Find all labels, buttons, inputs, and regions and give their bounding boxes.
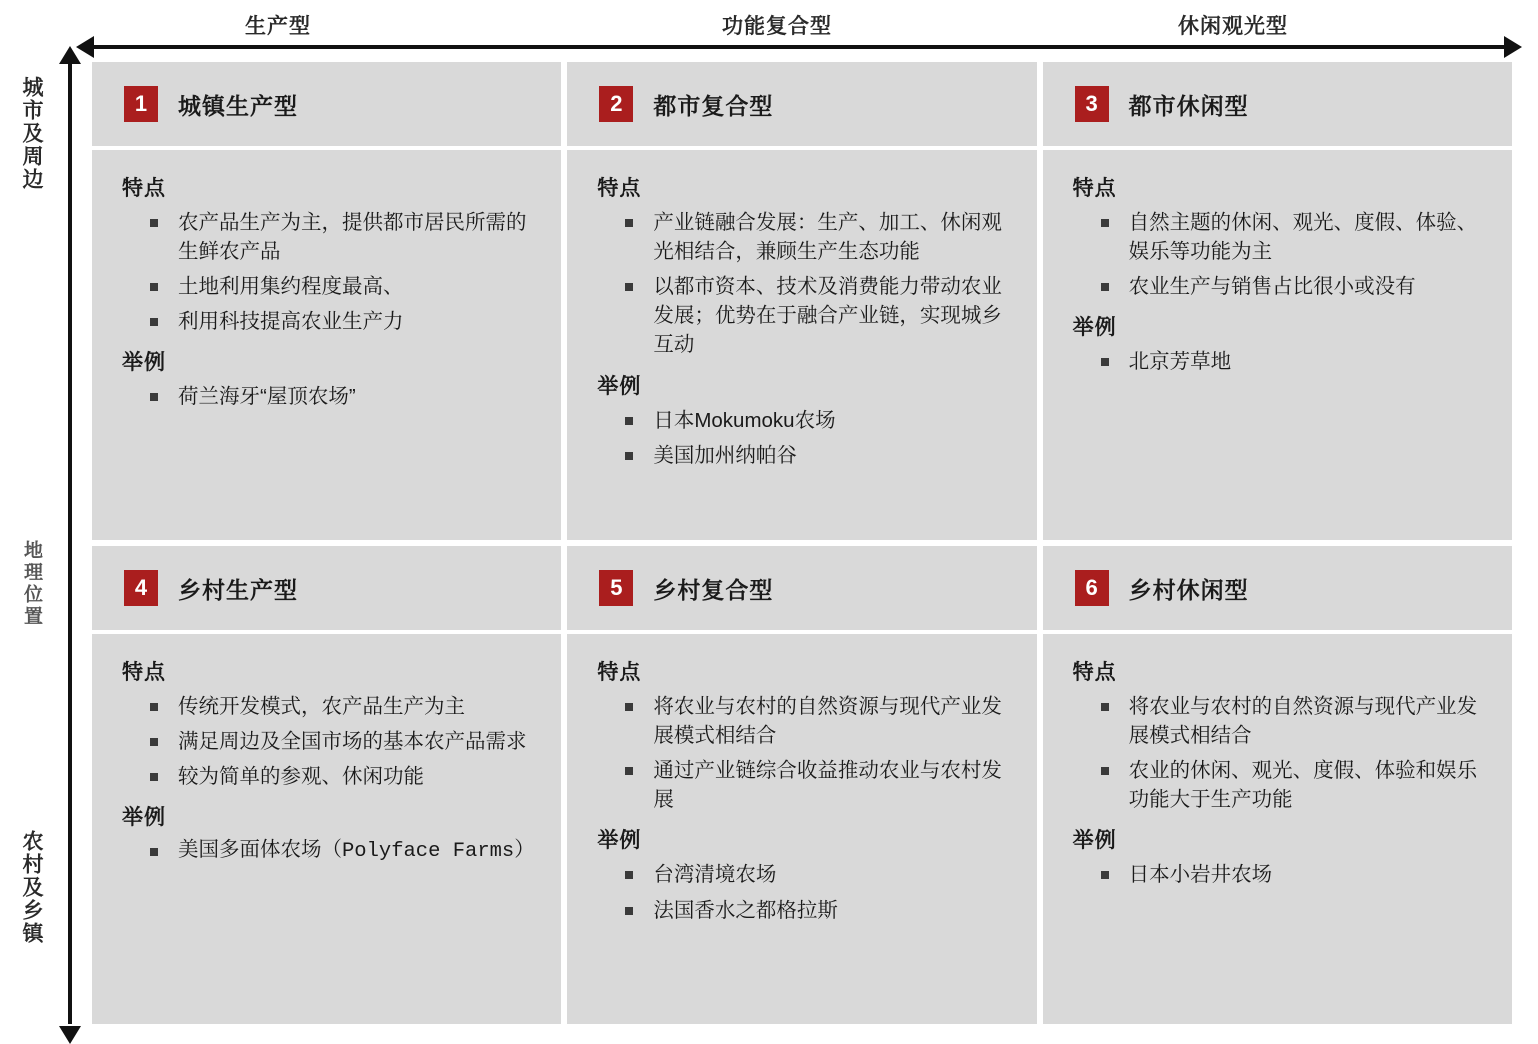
cell-header	[1043, 62, 1512, 146]
cell-header	[92, 62, 561, 146]
cell-body	[1043, 150, 1512, 540]
cell-number-badge: 6	[1075, 570, 1109, 606]
axis-label-composite: 功能复合型	[722, 15, 832, 38]
vertical-axis-line	[68, 62, 72, 1024]
list-item: 日本Mokumoku农场	[619, 406, 1010, 435]
list-item: 以都市资本、技术及消费能力带动农业发展；优势在于融合产业链，实现城乡互动	[619, 272, 1010, 359]
features-list	[1095, 692, 1486, 814]
axis-arrow-up-icon	[59, 46, 81, 64]
cell-title: 都市休闲型	[1128, 92, 1249, 119]
features-label: 特点	[1072, 177, 1117, 200]
matrix-grid	[92, 62, 1512, 1024]
cell-number-badge: 5	[599, 570, 633, 606]
features-list	[619, 208, 1010, 360]
list-item: 产业链融合发展：生产、加工、休闲观光相结合，兼顾生产生态功能	[619, 208, 1010, 266]
cell-header	[1043, 546, 1512, 630]
cell-title: 乡村休闲型	[1128, 576, 1249, 603]
cell-title: 乡村复合型	[653, 576, 774, 603]
vertical-axis-top-label: 城市及周边	[20, 76, 43, 191]
list-item: 较为简单的参观、休闲功能	[144, 762, 535, 791]
list-item: 将农业与农村的自然资源与现代产业发展模式相结合	[1095, 692, 1486, 750]
list-item: 利用科技提高农业生产力	[144, 307, 535, 336]
cell-body	[92, 634, 561, 1024]
list-item: 美国加州纳帕谷	[619, 441, 1010, 470]
cell-body	[1043, 634, 1512, 1024]
vertical-axis-bottom-label: 农村及乡镇	[20, 830, 43, 945]
examples-label: 举例	[1072, 316, 1117, 340]
cell-number-badge: 2	[599, 86, 633, 122]
cell-title: 都市复合型	[653, 92, 774, 119]
matrix-cell-3[interactable]	[1043, 62, 1512, 540]
vertical-axis	[0, 40, 92, 1040]
list-item: 传统开发模式，农产品生产为主	[144, 692, 535, 721]
list-item: 农业的休闲、观光、度假、体验和娱乐功能大于生产功能	[1095, 756, 1486, 814]
cell-number-badge: 3	[1075, 86, 1109, 122]
list-item: 自然主题的休闲、观光、度假、体验、娱乐等功能为主	[1095, 208, 1486, 266]
list-item: 北京芳草地	[1095, 347, 1486, 376]
examples-label: 举例	[122, 351, 166, 375]
cell-body	[567, 150, 1036, 540]
examples-label: 举例	[1072, 829, 1117, 853]
features-list	[1095, 208, 1486, 301]
cell-title: 乡村生产型	[178, 576, 298, 603]
list-item: 日本小岩井农场	[1095, 860, 1486, 889]
matrix-cell-4[interactable]	[92, 546, 561, 1024]
horizontal-axis	[0, 0, 1538, 62]
features-label: 特点	[597, 177, 642, 200]
cell-header	[567, 546, 1036, 630]
cell-header	[92, 546, 561, 630]
axis-arrow-right-icon	[1504, 36, 1522, 58]
features-label: 特点	[122, 661, 166, 684]
features-label: 特点	[122, 177, 166, 200]
cell-number-badge: 1	[124, 86, 158, 122]
cell-header	[567, 62, 1036, 146]
features-list	[619, 692, 1010, 814]
examples-list	[144, 382, 535, 411]
list-item: 法国香水之都格拉斯	[619, 896, 1010, 925]
examples-label: 举例	[597, 374, 642, 398]
matrix-cell-6[interactable]	[1043, 546, 1512, 1024]
examples-label: 举例	[597, 829, 642, 853]
axis-label-leisure: 休闲观光型	[1178, 15, 1288, 38]
cell-body	[567, 634, 1036, 1024]
features-label: 特点	[1072, 661, 1117, 684]
features-list	[144, 692, 535, 791]
cell-number-badge: 4	[124, 570, 158, 606]
list-item: 农业生产与销售占比很小或没有	[1095, 272, 1486, 301]
examples-list	[1095, 860, 1486, 889]
examples-list	[619, 860, 1010, 924]
examples-list	[619, 406, 1010, 470]
cell-body	[92, 150, 561, 540]
list-item: 满足周边及全国市场的基本农产品需求	[144, 727, 535, 756]
axis-label-production: 生产型	[245, 15, 311, 38]
vertical-axis-title: 地理位置	[21, 540, 42, 628]
list-item: 土地利用集约程度最高、	[144, 272, 535, 301]
matrix-cell-2[interactable]	[567, 62, 1036, 540]
matrix-cell-1[interactable]	[92, 62, 561, 540]
examples-label: 举例	[122, 806, 166, 830]
features-label: 特点	[597, 661, 642, 684]
list-item: 将农业与农村的自然资源与现代产业发展模式相结合	[619, 692, 1010, 750]
list-item: 台湾清境农场	[619, 860, 1010, 889]
examples-list	[1095, 347, 1486, 376]
horizontal-axis-line	[92, 45, 1506, 49]
list-item: 农产品生产为主，提供都市居民所需的生鲜农产品	[144, 208, 535, 266]
cell-title: 城镇生产型	[178, 92, 298, 119]
list-item: 通过产业链综合收益推动农业与农村发展	[619, 756, 1010, 814]
list-item: 荷兰海牙“屋顶农场”	[144, 382, 535, 411]
list-item: 美国多面体农场（Polyface Farms）	[144, 837, 535, 866]
features-list	[144, 208, 535, 336]
axis-arrow-down-icon	[59, 1026, 81, 1044]
examples-list	[144, 837, 535, 866]
matrix-cell-5[interactable]	[567, 546, 1036, 1024]
